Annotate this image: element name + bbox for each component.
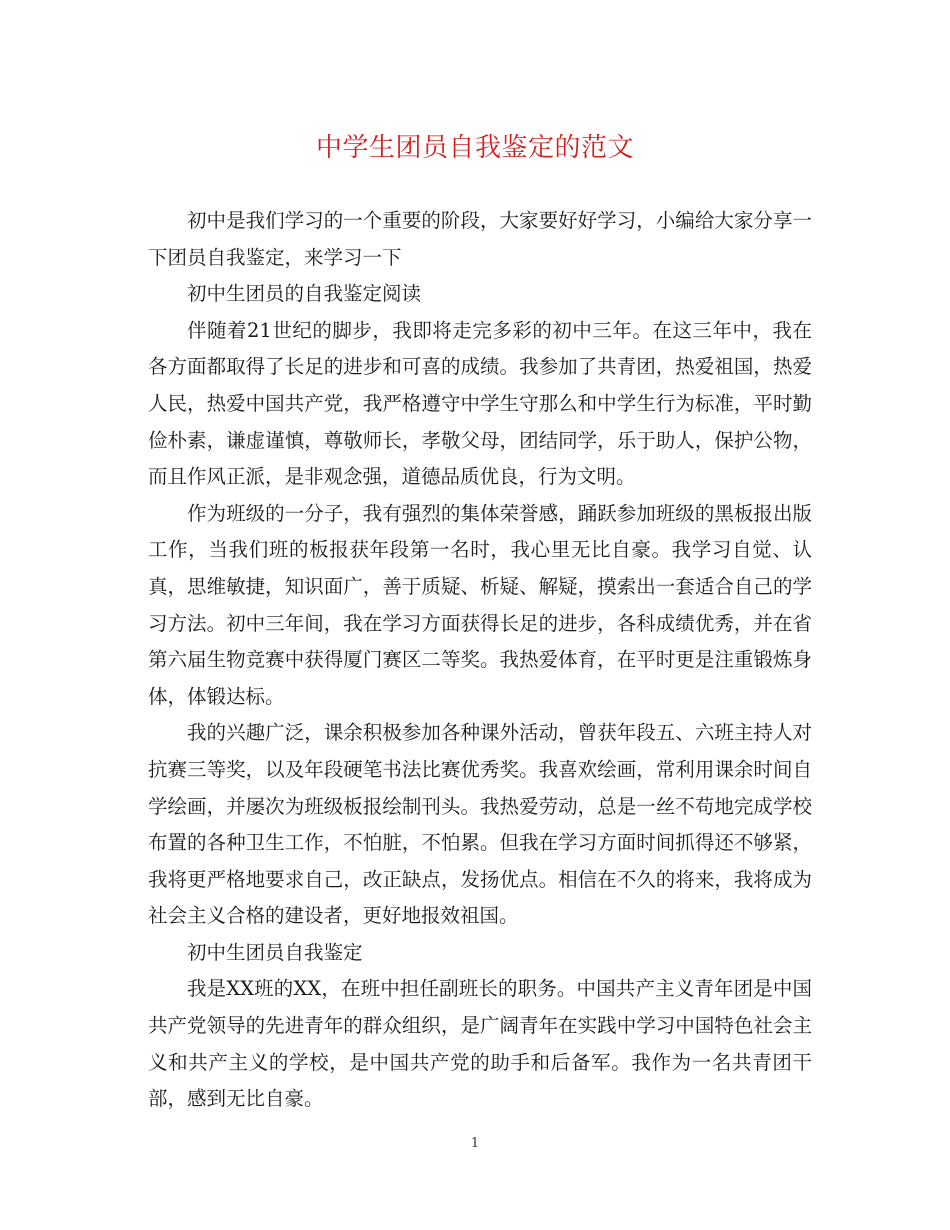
document-body (148, 203, 812, 1118)
section-heading-reading: 初中生团员的自我鉴定阅读 (187, 282, 422, 306)
document-title: 中学生团员自我鉴定的范文 (315, 133, 634, 163)
paragraph-class-member: 作为班级的一分子，我有强烈的集体荣誉感，踊跃参加班级的黑板报出版工作，当我们班的板报获年段第一名时，我心里无比自豪。我学习自觉、认真，思维敏捷，知识面广，善于质疑、析疑、解疑，摸索出一套适合自己的学习方法。初中三年间，我在学习方面获得长足的进步，各科成绩优秀，并在省第六届生物竞赛中获得厦门赛区二等奖。我热爱体育，在平时更是注重锻炼身体，体锻达标。 (148, 501, 812, 708)
section-heading-self-evaluation: 初中生团员自我鉴定 (187, 940, 363, 964)
page-number: 1 (470, 1136, 480, 1151)
paragraph-league-role: 我是XX班的XX，在班中担任副班长的职务。中国共产主义青年团是中国共产党领导的先进青年的群众组织，是广阔青年在实践中学习中国特色社会主义和共产主义的学校，是中国共产党的助手和后备军。我作为一名共青团干部，感到无比自豪。 (148, 977, 812, 1111)
paragraph-progress: 伴随着21世纪的脚步，我即将走完多彩的初中三年。在这三年中，我在各方面都取得了长足的进步和可喜的成绩。我参加了共青团，热爱祖国，热爱人民，热爱中国共产党，我严格遵守中学生守那么和中学生行为标准，平时勤俭朴素，谦虚谨慎，尊敬师长，孝敬父母，团结同学，乐于助人，保护公物，而且作风正派，是非观念强，道德品质优良，行为文明。 (148, 318, 812, 489)
paragraph-interests: 我的兴趣广泛，课余积极参加各种课外活动，曾获年段五、六班主持人对抗赛三等奖，以及年段硬笔书法比赛优秀奖。我喜欢绘画，常利用课余时间自学绘画，并屡次为班级板报绘制刊头。我热爱劳动，总是一丝不苟地完成学校布置的各种卫生工作，不怕脏，不怕累。但我在学习方面时间抓得还不够紧，我将更严格地要求自己，改正缺点，发扬优点。相信在不久的将来，我将成为社会主义合格的建设者，更好地报效祖国。 (148, 721, 812, 928)
paragraph-intro: 初中是我们学习的一个重要的阶段，大家要好好学习，小编给大家分享一下团员自我鉴定，来学习一下 (148, 209, 812, 269)
